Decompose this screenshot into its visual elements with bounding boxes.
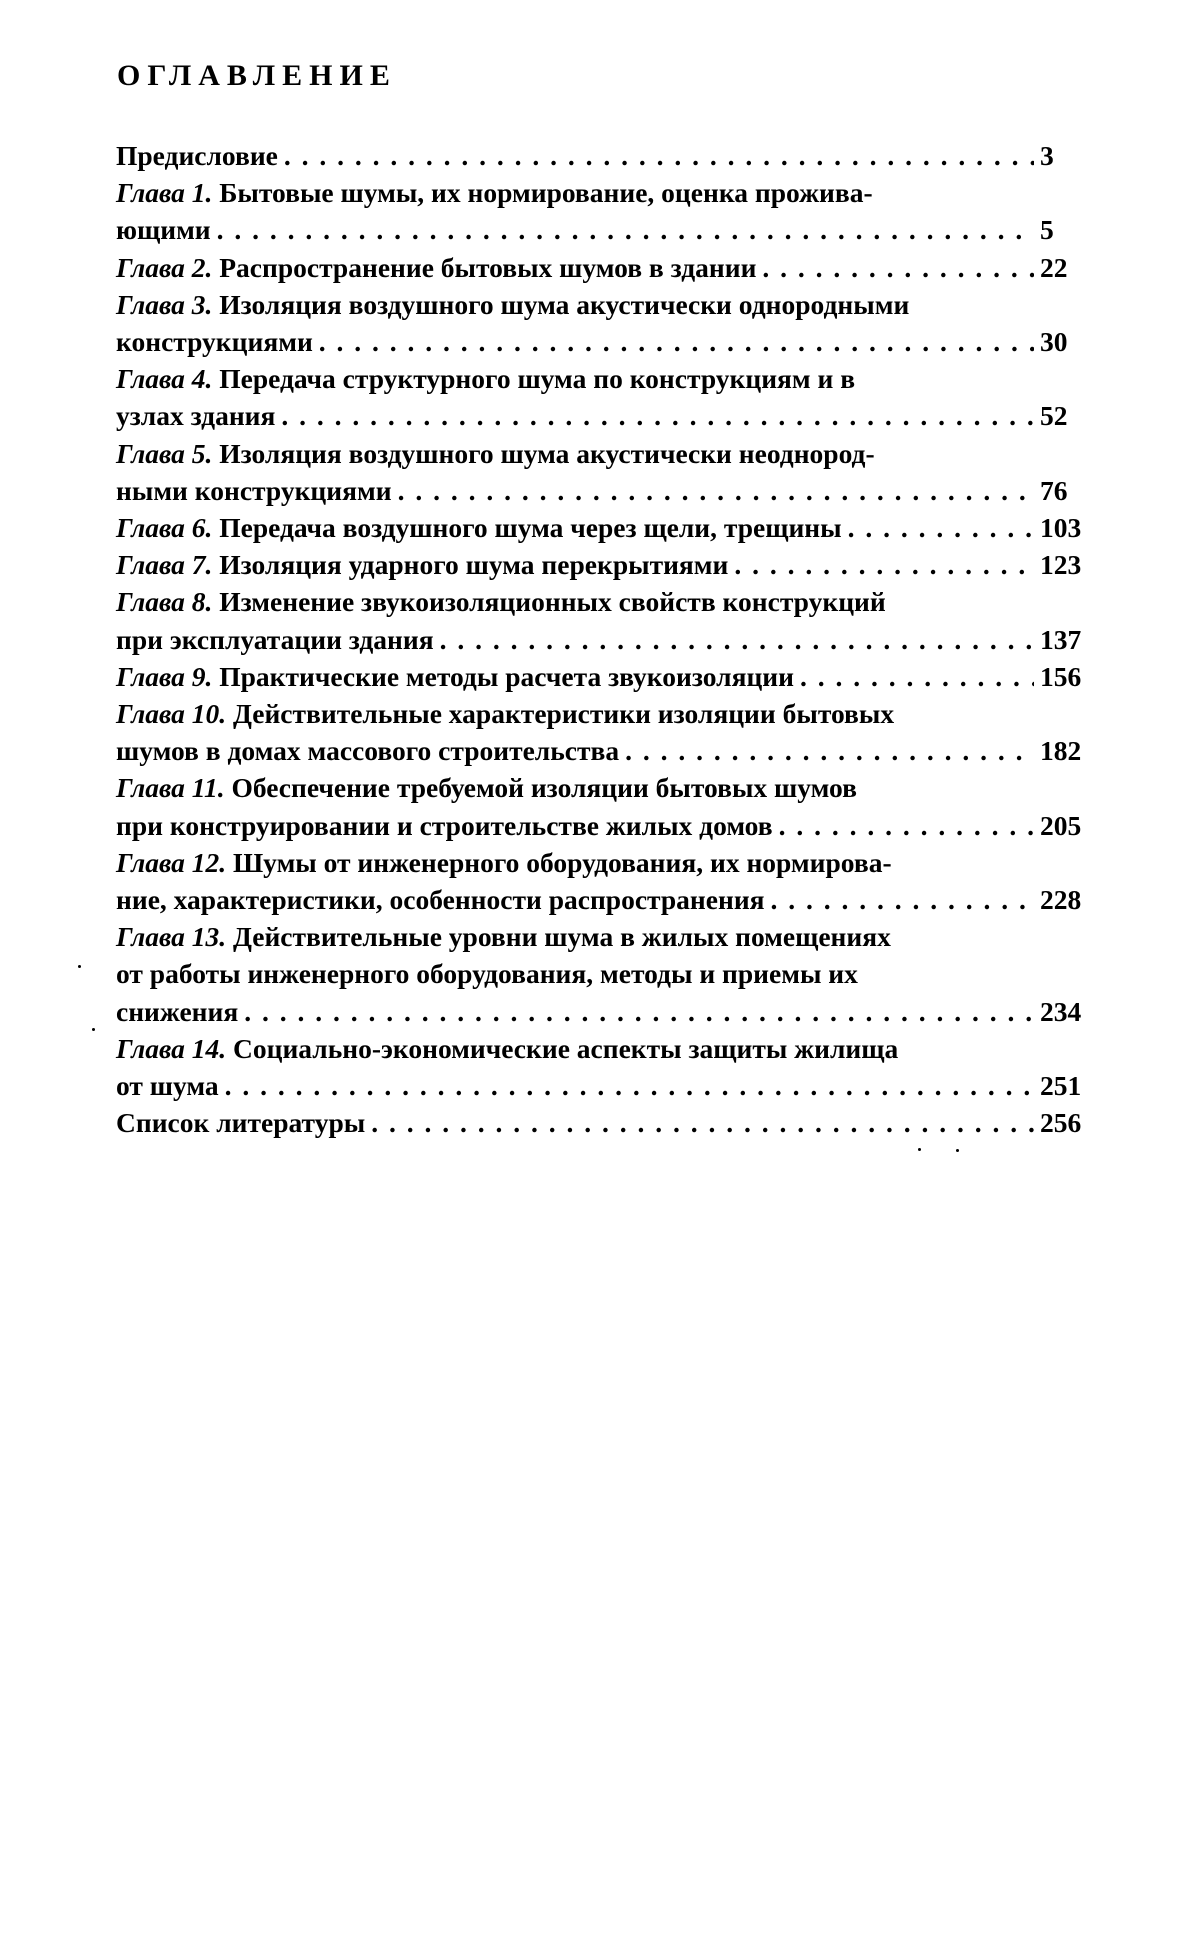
dot-leader bbox=[398, 472, 1034, 509]
page-title: ОГЛАВЛЕНИЕ bbox=[117, 59, 397, 92]
toc-entry-chapter-8 bbox=[116, 583, 1086, 657]
toc-entry-title-continued: ными конструкциями bbox=[116, 474, 392, 506]
toc-entry-title: Шумы от инженерного оборудования, их нормирова- bbox=[232, 846, 892, 878]
toc-entry-chapter-4 bbox=[116, 360, 1086, 434]
chapter-label: Глава 7. bbox=[116, 549, 213, 581]
dot-leader bbox=[771, 881, 1034, 918]
toc-entry-title-continued: ющими bbox=[116, 214, 211, 246]
toc-entry-chapter-10 bbox=[116, 695, 1086, 769]
scan-speck bbox=[918, 1148, 921, 1151]
dot-leader bbox=[281, 397, 1034, 434]
toc-page-number: 228 bbox=[1040, 884, 1082, 916]
dot-leader bbox=[225, 1067, 1034, 1104]
toc-entry-title: Предисловие bbox=[116, 140, 278, 171]
toc-entry-title-continued: конструкциями bbox=[116, 326, 313, 358]
toc-entry-title-continued: ние, характеристики, особенности распространения bbox=[116, 884, 765, 916]
chapter-label: Глава 10. bbox=[116, 698, 227, 730]
toc-entry-chapter-7 bbox=[116, 546, 1086, 583]
toc-entry-preface bbox=[116, 137, 1086, 174]
toc-entry-chapter-13 bbox=[116, 918, 1086, 1030]
chapter-label: Глава 6. bbox=[116, 512, 213, 544]
toc-entry-chapter-3 bbox=[116, 286, 1086, 360]
chapter-label: Глава 2. bbox=[116, 251, 213, 283]
toc-page-number: 182 bbox=[1040, 735, 1082, 767]
toc-entry-title: Список литературы bbox=[116, 1107, 366, 1139]
toc-entry-title-continued: от шума bbox=[116, 1070, 219, 1102]
toc-entry-title: Изменение звукоизоляционных свойств конструкций bbox=[219, 586, 886, 618]
toc-entry-chapter-11 bbox=[116, 769, 1086, 843]
toc-entry-title-continued: шумов в домах массового строительства bbox=[116, 735, 620, 767]
dot-leader bbox=[848, 509, 1034, 546]
toc-page-number: 52 bbox=[1040, 400, 1068, 432]
chapter-label: Глава 12. bbox=[116, 846, 227, 878]
toc-entry-title: Бытовые шумы, их нормирование, оценка прожива- bbox=[219, 177, 873, 209]
dot-leader bbox=[244, 993, 1034, 1030]
toc-entry-title: Обеспечение требуемой изоляции бытовых шумов bbox=[231, 772, 857, 804]
toc-entry-title-continued: при эксплуатации здания bbox=[116, 623, 434, 655]
toc-entry-title: Действительные уровни шума в жилых помещениях bbox=[232, 921, 891, 953]
toc-page-number: 76 bbox=[1040, 474, 1068, 506]
table-of-contents bbox=[116, 137, 1086, 1141]
dot-leader bbox=[800, 658, 1034, 695]
toc-entry-bibliography bbox=[116, 1104, 1086, 1141]
toc-entry-title-continued: снижения bbox=[116, 995, 239, 1027]
toc-entry-chapter-2 bbox=[116, 249, 1086, 286]
dot-leader bbox=[217, 211, 1034, 248]
toc-entry-title: Практические методы расчета звукоизоляции bbox=[219, 660, 794, 692]
toc-page-number: 251 bbox=[1040, 1070, 1082, 1102]
toc-page-number: 234 bbox=[1040, 995, 1082, 1027]
scan-speck bbox=[92, 1028, 95, 1031]
toc-page-number: 30 bbox=[1040, 326, 1068, 358]
dot-leader bbox=[779, 807, 1034, 844]
toc-entry-title-continued: узлах здания bbox=[116, 400, 276, 432]
toc-entry-title-continued: при конструировании и строительстве жилых домов bbox=[116, 809, 773, 841]
chapter-label: Глава 5. bbox=[116, 437, 213, 469]
scan-speck bbox=[956, 1149, 959, 1152]
chapter-label: Глава 9. bbox=[116, 660, 213, 692]
chapter-label: Глава 11. bbox=[116, 772, 225, 804]
dot-leader bbox=[762, 249, 1034, 286]
chapter-label: Глава 14. bbox=[116, 1032, 227, 1064]
toc-page-number: 123 bbox=[1040, 549, 1082, 581]
dot-leader bbox=[371, 1104, 1034, 1141]
chapter-label: Глава 1. bbox=[116, 177, 213, 209]
toc-page-number: 156 bbox=[1040, 660, 1082, 692]
toc-entry-title: Передача структурного шума по конструкциям и в bbox=[219, 363, 856, 395]
toc-entry-chapter-9 bbox=[116, 658, 1086, 695]
toc-page-number: 22 bbox=[1040, 251, 1068, 283]
toc-page-number: 137 bbox=[1040, 623, 1082, 655]
toc-page-number: 205 bbox=[1040, 809, 1082, 841]
dot-leader bbox=[319, 323, 1034, 360]
toc-entry-title: Распространение бытовых шумов в здании bbox=[219, 251, 757, 283]
toc-entry-title-continued: от работы инженерного оборудования, методы и приемы их bbox=[116, 958, 858, 990]
toc-page-number: 103 bbox=[1040, 512, 1082, 544]
toc-entry-title: Действительные характеристики изоляции бытовых bbox=[232, 698, 895, 730]
dot-leader bbox=[284, 137, 1034, 174]
toc-entry-chapter-5 bbox=[116, 435, 1086, 509]
toc-entry-title: Изоляция ударного шума перекрытиями bbox=[219, 549, 729, 581]
toc-page-number: 3 bbox=[1040, 140, 1054, 171]
chapter-label: Глава 3. bbox=[116, 288, 213, 320]
dot-leader bbox=[440, 621, 1034, 658]
dot-leader bbox=[625, 732, 1034, 769]
toc-entry-title: Изоляция воздушного шума акустически однородными bbox=[219, 288, 910, 320]
toc-entry-title: Изоляция воздушного шума акустически неоднород- bbox=[219, 437, 875, 469]
chapter-label: Глава 8. bbox=[116, 586, 213, 618]
toc-entry-chapter-14 bbox=[116, 1030, 1086, 1104]
toc-page-number: 256 bbox=[1040, 1107, 1082, 1139]
chapter-label: Глава 13. bbox=[116, 921, 227, 953]
toc-entry-chapter-6 bbox=[116, 509, 1086, 546]
dot-leader bbox=[734, 546, 1034, 583]
toc-entry-chapter-12 bbox=[116, 844, 1086, 918]
scan-speck bbox=[78, 965, 81, 968]
toc-entry-title: Передача воздушного шума через щели, трещины bbox=[219, 512, 842, 544]
toc-page-number: 5 bbox=[1040, 214, 1054, 246]
chapter-label: Глава 4. bbox=[116, 363, 213, 395]
toc-entry-chapter-1 bbox=[116, 174, 1086, 248]
toc-entry-title: Социально-экономические аспекты защиты жилища bbox=[232, 1032, 899, 1064]
